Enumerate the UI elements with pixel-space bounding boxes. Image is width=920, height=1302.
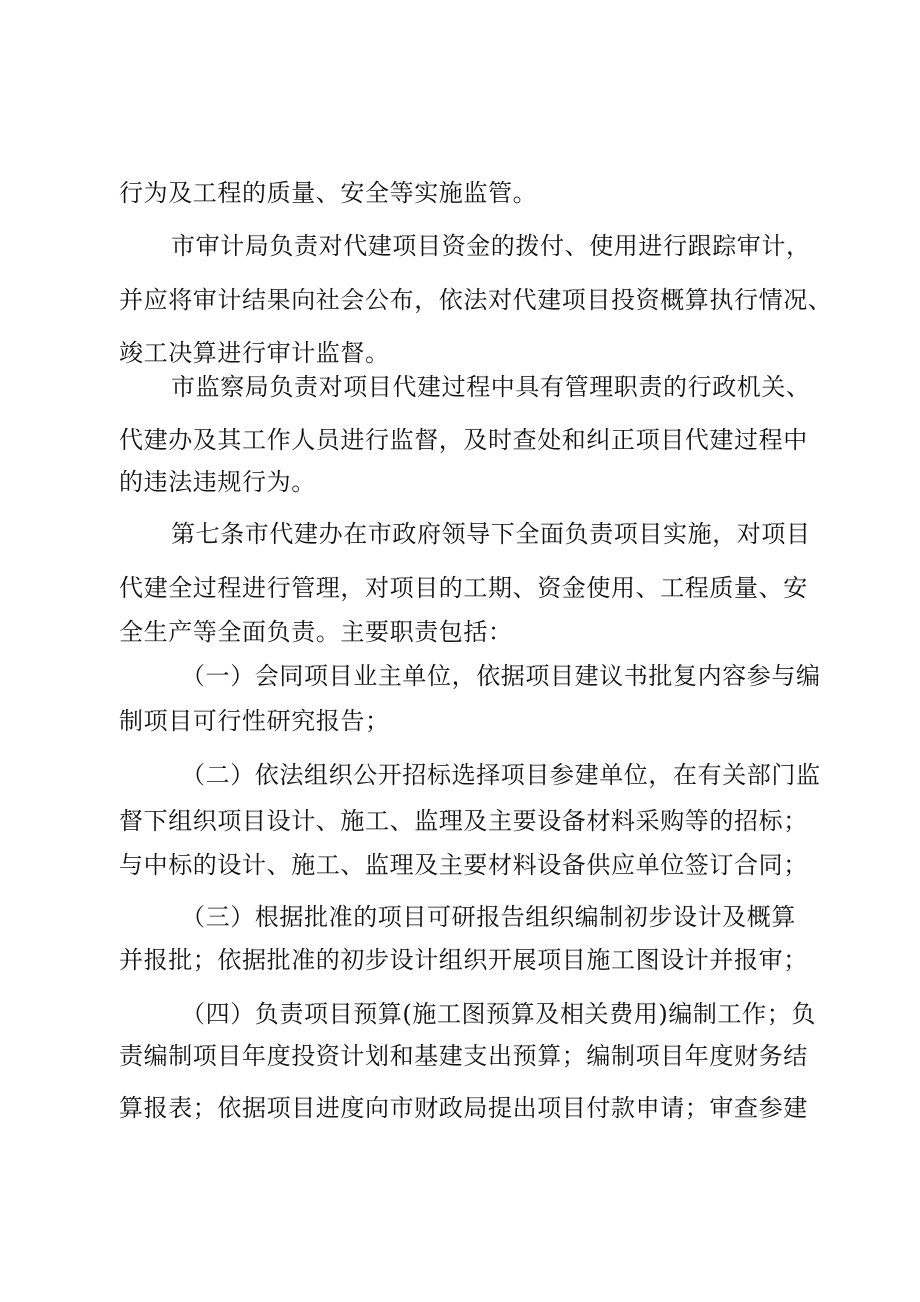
list-item-first-line: （一）会同项目业主单位，依据项目建议书批复内容参与编 <box>181 662 821 690</box>
text-line: 代建全过程进行管理，对项目的工期、资金使用、工程质量、安 <box>119 574 808 602</box>
paragraph-first-line: 第七条市代建办在市政府领导下全面负责项目实施，对项目 <box>171 520 811 548</box>
text-line: 全生产等全面负责。主要职责包括： <box>119 618 513 646</box>
text-line: 竣工决算进行审计监督。 <box>119 339 390 367</box>
paragraph-first-line: 市审计局负责对代建项目资金的拨付、使用进行跟踪审计， <box>171 232 811 260</box>
text-line: 与中标的设计、施工、监理及主要材料设备供应单位签订合同； <box>119 851 808 879</box>
text-line: 的违法违规行为。 <box>119 468 316 496</box>
text-line: 并应将审计结果向社会公布，依法对代建项目投资概算执行情况、 <box>119 286 833 314</box>
text-line: 算报表；依据项目进度向市财政局提出项目付款申请；审查参建 <box>119 1094 808 1122</box>
paragraph-first-line: 市监察局负责对项目代建过程中具有管理职责的行政机关、 <box>171 373 811 401</box>
text-line: 制项目可行性研究报告； <box>119 707 390 735</box>
text-line: 行为及工程的质量、安全等实施监管。 <box>119 179 538 207</box>
list-item-first-line: （三）根据批准的项目可研报告组织编制初步设计及概算 <box>181 903 796 931</box>
list-item-first-line: （二）依法组织公开招标选择项目参建单位，在有关部门监 <box>181 761 821 789</box>
text-line: 督下组织项目设计、施工、监理及主要设备材料采购等的招标； <box>119 807 808 835</box>
text-line: 代建办及其工作人员进行监督，及时查处和纠正项目代建过程中 <box>119 426 808 454</box>
text-line: 责编制项目年度投资计划和基建支出预算；编制项目年度财务结 <box>119 1042 808 1070</box>
text-line: 并报批；依据批准的初步设计组织开展项目施工图设计并报审； <box>119 946 808 974</box>
list-item-first-line: （四）负责项目预算(施工图预算及相关费用)编制工作；负 <box>181 1000 816 1028</box>
